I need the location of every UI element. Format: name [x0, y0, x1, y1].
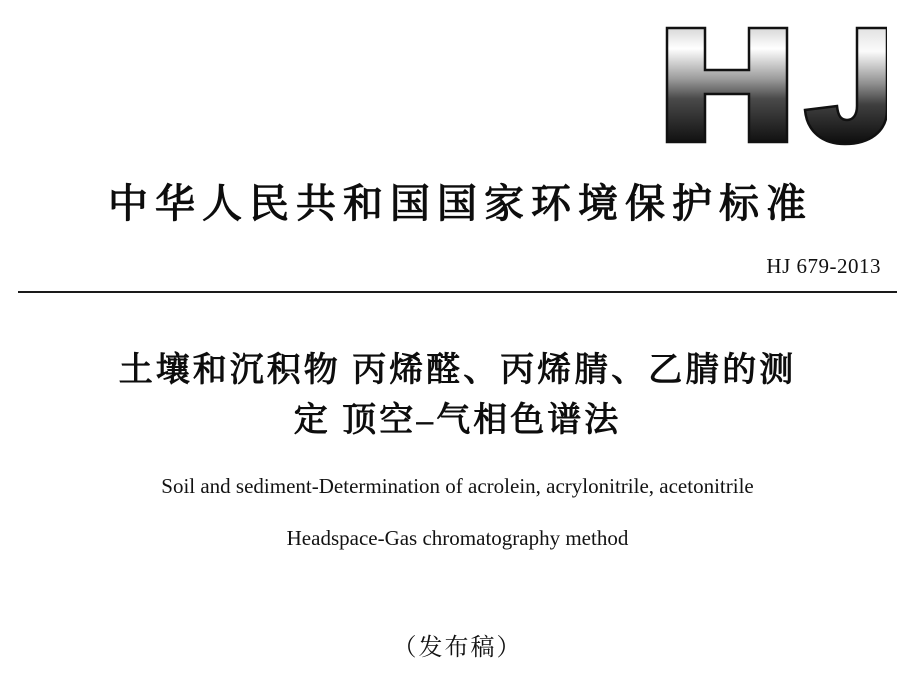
- header-divider: [18, 291, 897, 293]
- hj-logo: [657, 22, 887, 147]
- release-note: （发布稿）: [392, 635, 523, 661]
- banner-title: 中华人民共和国国家环境保护标准: [108, 181, 813, 226]
- page-title-line2: 定 顶空–气相色谱法: [293, 402, 622, 439]
- standard-number: HJ 679-2013: [766, 254, 881, 278]
- page-title: [0, 346, 915, 446]
- page-title-line1: 土壤和沉积物 丙烯醛、丙烯腈、乙腈的测: [118, 352, 797, 389]
- english-subtitle: Headspace-Gas chromatography method: [286, 526, 629, 550]
- english-title: Soil and sediment-Determination of acrolein, acrylonitrile, acetonitrile: [161, 474, 754, 498]
- banner: [0, 172, 915, 229]
